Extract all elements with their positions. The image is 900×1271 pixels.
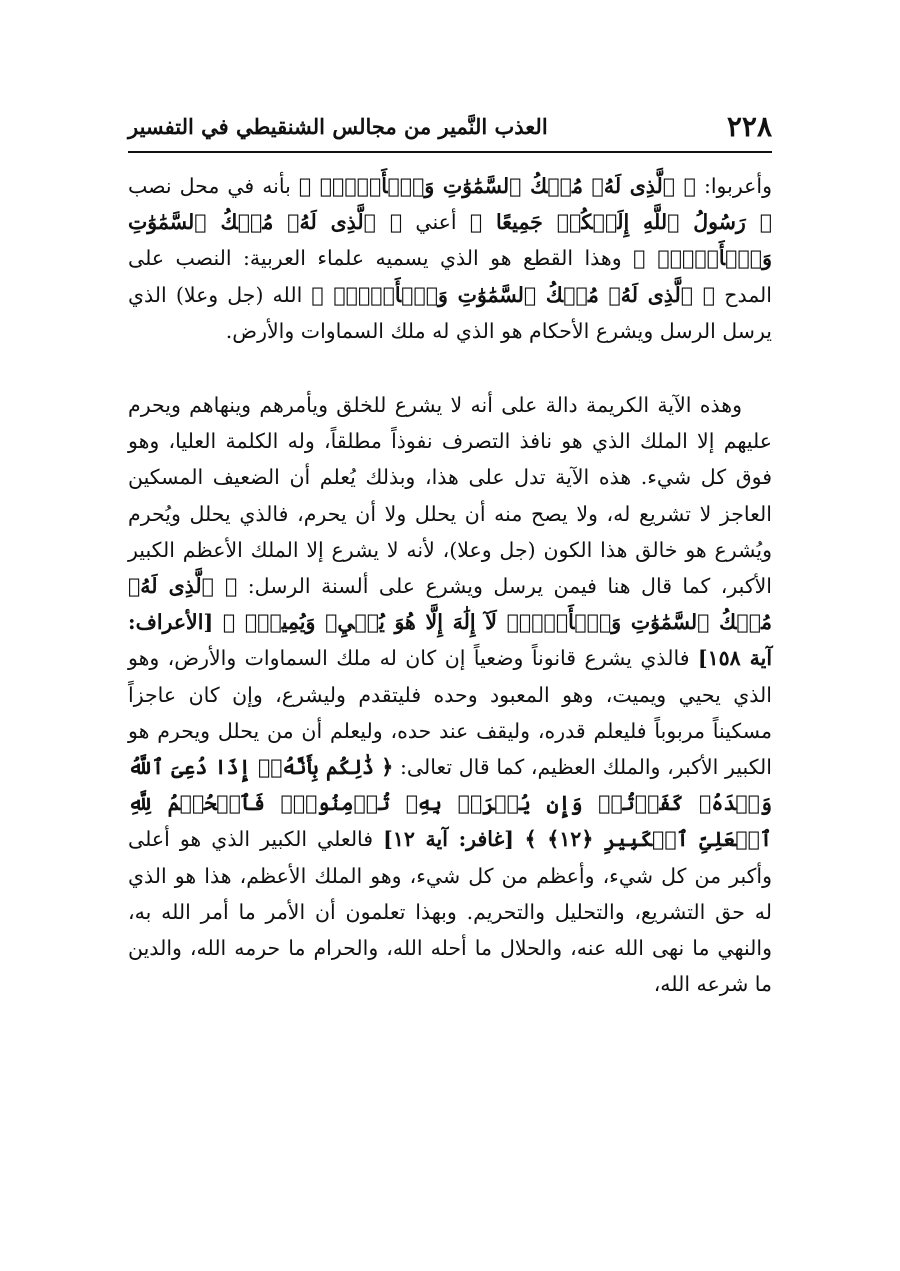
text-segment: وهذه الآية الكريمة دالة على أنه لا يشرع للخلق ويأمرهم وينهاهم ويحرم عليهم إلا الملك الذي هو نافذ التصرف نفوذاً مطلقاً، وله الكلمة العليا، وهو فوق كل شيء. هذه الآية تدل على هذا، وبذلك يُعلم أن الضعيف المسكين العاجز لا تشريع له، ولا يصح منه أن يحلل ولا أن يحرم، فالذي يحلل ويُحرم ويُشرع هو خالق هذا الكون (جل وعلا)، لأنه لا يشرع إلا الملك الأعظم الكبير الأكبر، كما قال هنا فيمن يرسل ويشرع على ألسنة الرسل: (128, 393, 772, 599)
text-segment: أعني (402, 210, 470, 235)
text-segment: الله (جل وعلا) الذي يرسل الرسل ويشرع الأحكام هو الذي له ملك السماوات والأرض. (128, 282, 772, 343)
text-segment: بأنه في محل نصب (128, 174, 299, 198)
header-divider (128, 151, 772, 153)
quran-verse: ﴿ ٱلَّذِى لَهُۥ مُلۡكُ ٱلسَّمَٰوَٰتِ وَٱلۡأَرۡضِۖ ﴾ (311, 282, 716, 307)
text-segment: وهذا القطع هو الذي يسميه علماء العربية: النصب على المدح (128, 246, 772, 307)
paragraph-2 (128, 387, 772, 1002)
page-header (128, 104, 772, 150)
quran-verse: ﴿ ٱلَّذِى لَهُۥ مُلۡكُ ٱلسَّمَٰوَٰتِ وَٱلۡأَرۡضِۖ ﴾ (298, 174, 696, 198)
page-number: ٢٢٨ (726, 110, 772, 143)
quran-verse: ﴿ ٱلَّذِى لَهُۥ مُلۡكُ ٱلسَّمَٰوَٰتِ وَٱلۡأَرۡضِۖ ﴾ (128, 210, 772, 271)
page-body (128, 168, 772, 1002)
text-segment: وأعربوا: (695, 174, 772, 198)
quran-verse: ﴿ ٱلَّذِى لَهُۥ مُلۡكُ ٱلسَّمَٰوَٰتِ وَٱلۡأَرۡضِۖ لَآ إِلَٰهَ إِلَّا هُوَ يُحۡيِۦ وَيُمِيتُۖ ﴾ (128, 574, 773, 635)
quran-verse: ﴿ ذَٰلِكُم بِأَنَّهُۥٓ إِذَا دُعِىَ ٱللَّهُ وَحۡدَهُۥ كَفَرۡتُمۡ وَإِن يُشۡرَكۡ بِهِۦ تُؤۡمِنُواْۚ فَٱلۡحُكۡمُ لِلَّهِ ٱلۡعَلِىِّ ٱلۡكَبِيرِ ﴿١٢﴾ ﴾ (128, 755, 772, 852)
text-segment: فالعلي الكبير الذي هو أعلى وأكبر من كل شيء، وأعظم من كل شيء، وهو الملك الأعظم، هذا هو الذي له حق التشريع، والتحليل والتحريم. وبهذا تعلمون أن الأمر ما أمر الله به، والنهي ما نهى الله عنه، والحلال ما أحله الله، والحرام ما حرمه الله، والدين ما شرعه الله، (128, 827, 772, 997)
running-title: العذب النَّمير من مجالس الشنقيطي في التفسير (128, 114, 548, 139)
verse-reference: [الأعراف: آية ١٥٨] (128, 610, 773, 671)
verse-reference: [غافر: آية ١٢] (383, 827, 525, 852)
text-segment: فالذي يشرع قانوناً وضعياً إن كان له ملك السماوات والأرض، وهو الذي يحيي ويميت، وهو المعبود وحده فليتقدم وليشرع، وإن كان عاجزاً مسكيناً مربوباً فليعلم قدره، وليقف عند حده، وليعلم أن من يحلل ويحرم هو الكبير الأكبر، والملك العظيم، كما قال تعالى: (128, 646, 772, 780)
paragraph-1 (128, 168, 772, 349)
quran-verse: ﴿ رَسُولُ ٱللَّهِ إِلَيۡكُمۡ جَمِيعًا ﴾ (469, 210, 772, 235)
